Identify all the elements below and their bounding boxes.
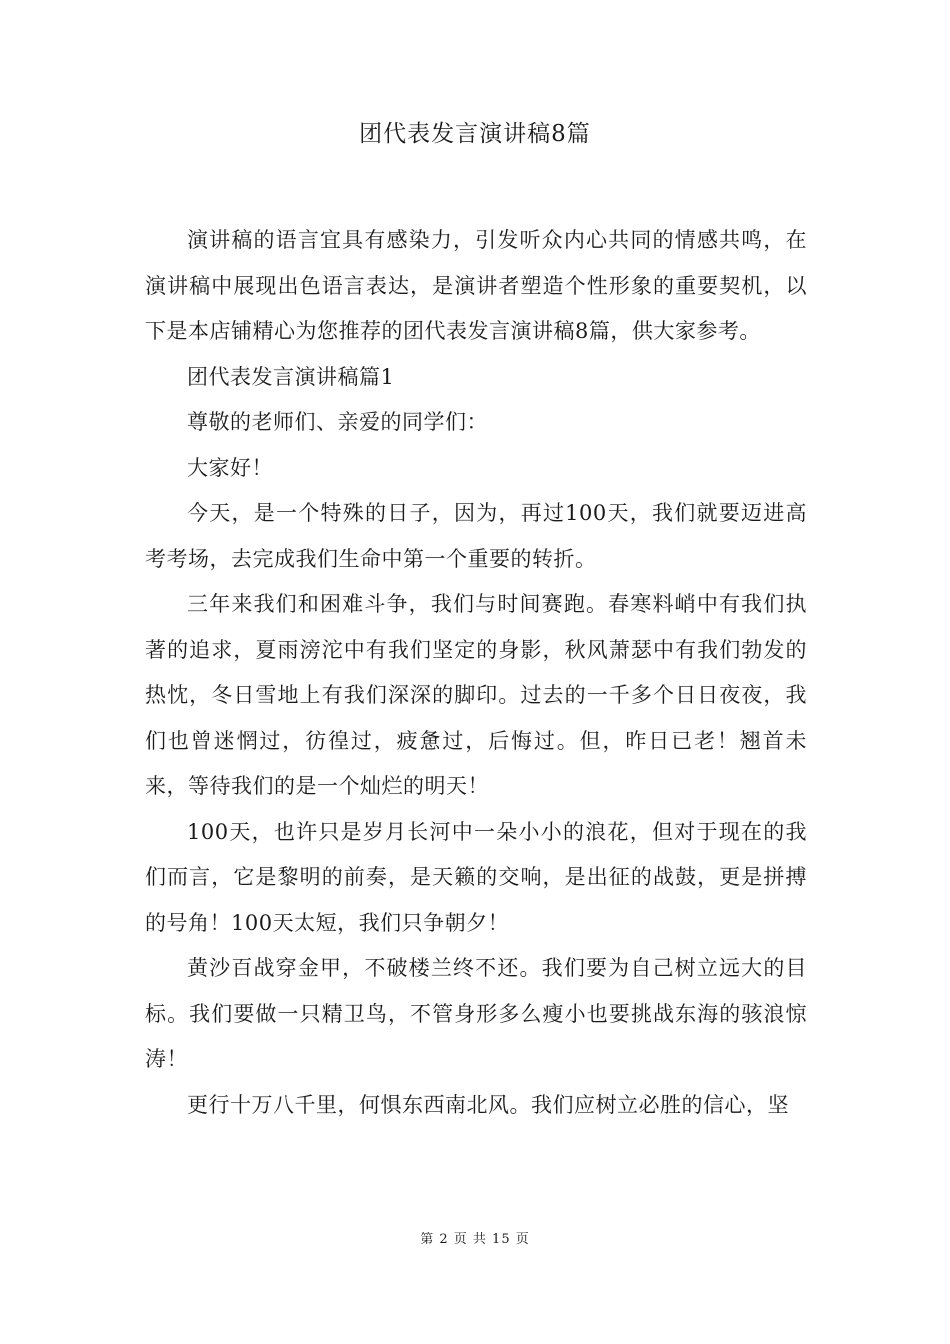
paragraph: 100天，也许只是岁月长河中一朵小小的浪花，但对于现在的我们而言，它是黎明的前奏，是天籁的交响，是出征的战鼓，更是拼搏的号角！100天太短，我们只争朝夕！ — [145, 819, 807, 935]
section-heading: 团代表发言演讲稿篇1 — [187, 364, 395, 389]
salutation: 尊敬的老师们、亲爱的同学们： — [187, 410, 488, 434]
paragraph-intro: 演讲稿的语言宜具有感染力，引发听众内心共同的情感共鸣，在演讲稿中展现出色语言表达，是演讲者塑造个性形象的重要契机，以下是本店铺精心为您推荐的团代表发言演讲稿8篇，供大家参考。 — [145, 228, 807, 343]
page-footer: 第 2 页 共 15 页 — [420, 1232, 530, 1247]
paragraph: 更行十万八千里，何惧东西南北风。我们应树立必胜的信心，坚 — [187, 1092, 789, 1117]
paragraph: 今天，是一个特殊的日子，因为，再过100天，我们就要迈进高考考场，去完成我们生命中第一个重要的转折。 — [145, 501, 807, 571]
document-title: 团代表发言演讲稿8篇 — [359, 121, 591, 147]
document-body — [145, 218, 807, 1128]
greeting: 大家好！ — [187, 455, 273, 480]
paragraph: 三年来我们和困难斗争，我们与时间赛跑。春寒料峭中有我们执著的追求，夏雨滂沱中有我们坚定的身影，秋风萧瑟中有我们勃发的热忱，冬日雪地上有我们深深的脚印。过去的一千多个日日夜夜，我们也曾迷惘过，彷徨过，疲惫过，后悔过。但，昨日已老！翘首未来，等待我们的是一个灿烂的明天！ — [145, 592, 807, 798]
paragraph: 黄沙百战穿金甲，不破楼兰终不还。我们要为自己树立远大的目标。我们要做一只精卫鸟，不管身形多么瘦小也要挑战东海的骇浪惊涛！ — [145, 956, 807, 1071]
